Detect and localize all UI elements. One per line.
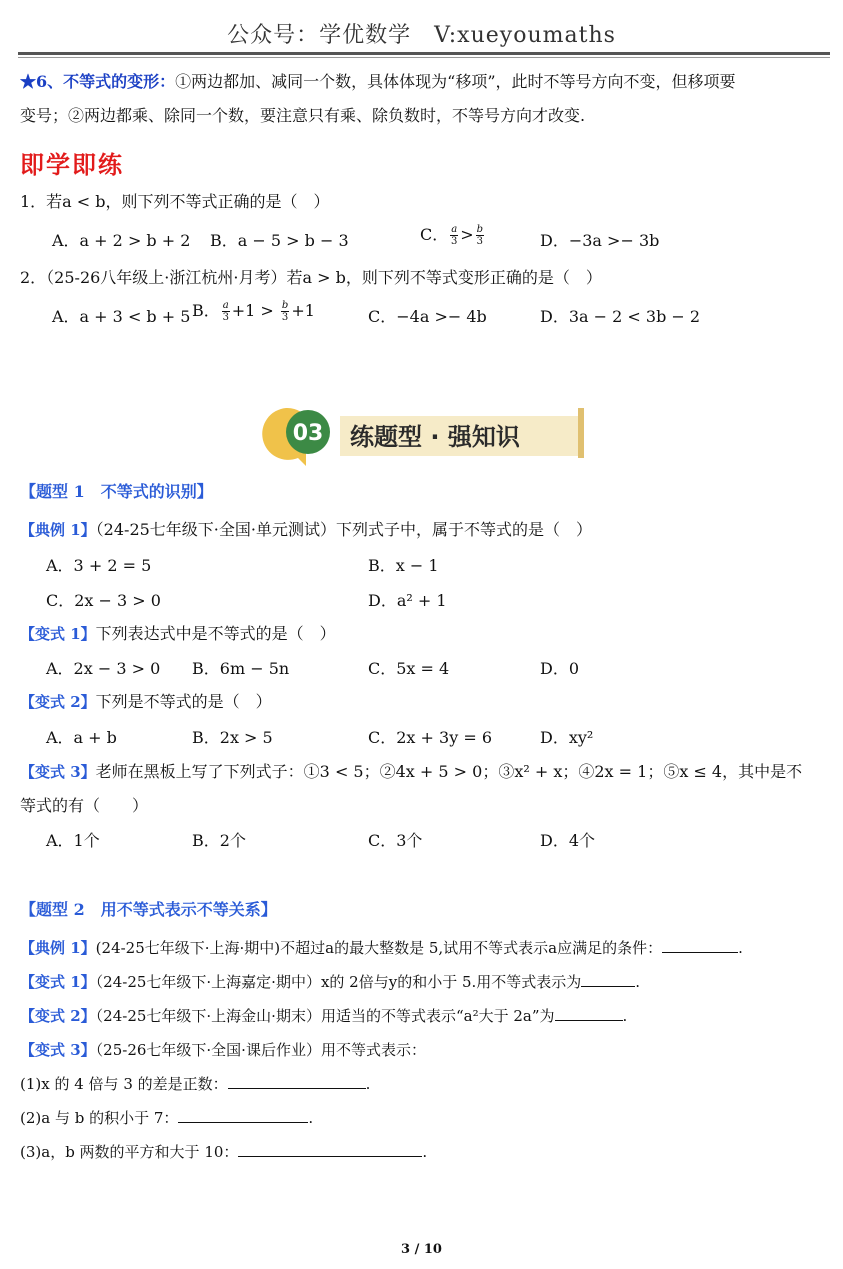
type2-variant2-tag: 【变式 2】 bbox=[20, 1007, 96, 1025]
type1-variant1-option-b[interactable]: B．6m − 5n bbox=[192, 659, 290, 678]
type1-variant2-option-a[interactable]: A．a + b bbox=[46, 728, 117, 747]
answer-blank[interactable] bbox=[178, 1106, 308, 1123]
type2-variant3-sub1 bbox=[20, 1072, 370, 1096]
type1-variant3-option-c[interactable]: C．3个 bbox=[368, 831, 423, 850]
section6-line2: 变号；②两边都乘、除同一个数，要注意只有乘、除负数时，不等号方向才改变. bbox=[20, 106, 586, 125]
fraction-b-over-3: $\frac{b}{3}$ bbox=[281, 300, 289, 323]
type1-example-line bbox=[20, 518, 592, 542]
practice-title: 即学即练 bbox=[20, 151, 124, 179]
q1-option-b[interactable]: B．a − 5 > b − 3 bbox=[210, 231, 349, 250]
type2-example-line bbox=[20, 936, 743, 960]
header-rule-thin bbox=[18, 57, 830, 58]
q1-option-a[interactable]: A．a + 2 > b + 2 bbox=[52, 231, 191, 250]
type1-variant3-stem-cont: 等式的有（ ） bbox=[20, 796, 149, 815]
type2-variant3-line bbox=[20, 1038, 426, 1062]
type1-variant3-option-a[interactable]: A．1个 bbox=[46, 831, 100, 850]
type2-variant3-sub2 bbox=[20, 1106, 313, 1130]
type2-example-stem: (24-25七年级下·上海·期中)不超过a的最大整数是 5,试用不等式表示a应满足的条件： bbox=[95, 939, 663, 957]
type1-variant2-option-c[interactable]: C．2x + 3y = 6 bbox=[368, 728, 493, 747]
q2-option-d[interactable]: D．3a − 2 < 3b − 2 bbox=[540, 307, 701, 326]
section6-title: ★6、不等式的变形： bbox=[20, 72, 176, 91]
fraction-a-over-3: $\frac{a}{3}$ bbox=[222, 300, 229, 323]
banner-number: 03 bbox=[292, 421, 324, 446]
period: . bbox=[635, 973, 641, 991]
period: . bbox=[422, 1143, 428, 1161]
fraction-a-over-3: $\frac{a}{3}$ bbox=[451, 224, 458, 247]
sub1-text: (1)x 的 4 倍与 3 的差是正数： bbox=[20, 1075, 228, 1093]
type2-example-tag: 【典例 1】 bbox=[20, 939, 96, 957]
q2-stem: 2．（25-26八年级上·浙江杭州·月考）若a > b，则下列不等式变形正确的是（ ） bbox=[20, 268, 602, 287]
type2-variant1-line bbox=[20, 970, 640, 994]
q1-option-c[interactable]: C． $\frac{a}{3}$ > $\frac{b}{3}$ bbox=[420, 224, 484, 247]
period: . bbox=[622, 1007, 628, 1025]
period: . bbox=[365, 1075, 371, 1093]
type2-title: 【题型 2 用不等式表示不等关系】 bbox=[20, 900, 277, 919]
type1-variant2-option-d[interactable]: D．xy² bbox=[540, 728, 594, 747]
answer-blank[interactable] bbox=[228, 1072, 366, 1089]
q2-option-c[interactable]: C．−4a >− 4b bbox=[368, 307, 487, 326]
type2-variant3-stem: （25-26七年级下·全国·课后作业）用不等式表示： bbox=[95, 1041, 426, 1059]
answer-blank[interactable] bbox=[662, 936, 738, 953]
answer-blank[interactable] bbox=[238, 1140, 422, 1157]
type1-variant1-option-a[interactable]: A．2x − 3 > 0 bbox=[46, 659, 161, 678]
section6-line1 bbox=[20, 70, 736, 94]
type2-variant1-stem: （24-25七年级下·上海嘉定·期中）x的 2倍与y的和小于 5.用不等式表示为 bbox=[95, 973, 582, 991]
type1-variant3-tag: 【变式 3】 bbox=[20, 763, 96, 781]
page-number: 3 / 10 bbox=[401, 1242, 442, 1257]
q1-option-d[interactable]: D．−3a >− 3b bbox=[540, 231, 660, 250]
type1-example-option-b[interactable]: B．x − 1 bbox=[368, 556, 439, 575]
type2-variant3-tag: 【变式 3】 bbox=[20, 1041, 96, 1059]
fraction-b-over-3: $\frac{b}{3}$ bbox=[476, 224, 484, 247]
type1-example-option-a[interactable]: A．3 + 2 = 5 bbox=[46, 556, 152, 575]
type1-variant3-stem: 老师在黑板上写了下列式子：①3 < 5；②4x + 5 > 0；③x² + x；④2x = 1；⑤x ≤ 4，其中是不 bbox=[95, 762, 803, 781]
sub3-text: (3)a，b 两数的平方和大于 10： bbox=[20, 1143, 239, 1161]
type2-variant3-sub3 bbox=[20, 1140, 427, 1164]
banner-graphic bbox=[262, 402, 592, 468]
type2-variant1-tag: 【变式 1】 bbox=[20, 973, 96, 991]
type1-variant3-option-d[interactable]: D．4个 bbox=[540, 831, 596, 850]
header-rule bbox=[18, 52, 830, 55]
type1-variant1-tag: 【变式 1】 bbox=[20, 625, 96, 643]
type1-title: 【题型 1 不等式的识别】 bbox=[20, 482, 213, 501]
q2-option-a[interactable]: A．a + 3 < b + 5 bbox=[52, 307, 191, 326]
type1-example-option-d[interactable]: D．a² + 1 bbox=[368, 591, 447, 610]
type1-example-stem: （24-25七年级下·全国·单元测试）下列式子中，属于不等式的是（ ） bbox=[95, 520, 592, 539]
type1-variant1-stem: 下列表达式中是不等式的是（ ） bbox=[95, 624, 336, 643]
type1-variant3-line bbox=[20, 760, 802, 784]
period: . bbox=[308, 1109, 314, 1127]
section-banner bbox=[262, 402, 592, 468]
answer-blank[interactable] bbox=[581, 970, 635, 987]
type1-variant2-tag: 【变式 2】 bbox=[20, 693, 96, 711]
type1-variant2-stem: 下列是不等式的是（ ） bbox=[95, 692, 272, 711]
banner-text: 练题型 · 强知识 bbox=[350, 423, 520, 451]
type1-example-option-c[interactable]: C．2x − 3 > 0 bbox=[46, 591, 161, 610]
q2-option-b-prefix: B． bbox=[192, 301, 220, 320]
type1-variant3-option-b[interactable]: B．2个 bbox=[192, 831, 246, 850]
q1-stem: 1．若a < b，则下列不等式正确的是（ ） bbox=[20, 192, 330, 211]
type1-variant1-line bbox=[20, 622, 336, 646]
page-header: 公众号：学优数学 V:xueyoumaths bbox=[227, 23, 616, 48]
sub2-text: (2)a 与 b 的积小于 7： bbox=[20, 1109, 179, 1127]
q1-option-c-prefix: C． bbox=[420, 225, 449, 244]
type2-variant2-line bbox=[20, 1004, 627, 1028]
type1-variant1-option-d[interactable]: D．0 bbox=[540, 659, 580, 678]
section6-text1: ①两边都加、减同一个数，具体体现为“移项”，此时不等号方向不变，但移项要 bbox=[175, 72, 736, 91]
period: . bbox=[738, 939, 743, 957]
type1-variant2-line bbox=[20, 690, 272, 714]
type1-variant2-option-b[interactable]: B．2x > 5 bbox=[192, 728, 273, 747]
type1-example-tag: 【典例 1】 bbox=[20, 521, 96, 539]
q2-option-b[interactable]: B． $\frac{a}{3}$ +1 > $\frac{b}{3}$ +1 bbox=[192, 300, 315, 323]
type2-variant2-stem: （24-25七年级下·上海金山·期末）用适当的不等式表示“a²大于 2a”为 bbox=[95, 1007, 555, 1025]
type1-variant1-option-c[interactable]: C．5x = 4 bbox=[368, 659, 450, 678]
answer-blank[interactable] bbox=[555, 1004, 623, 1021]
